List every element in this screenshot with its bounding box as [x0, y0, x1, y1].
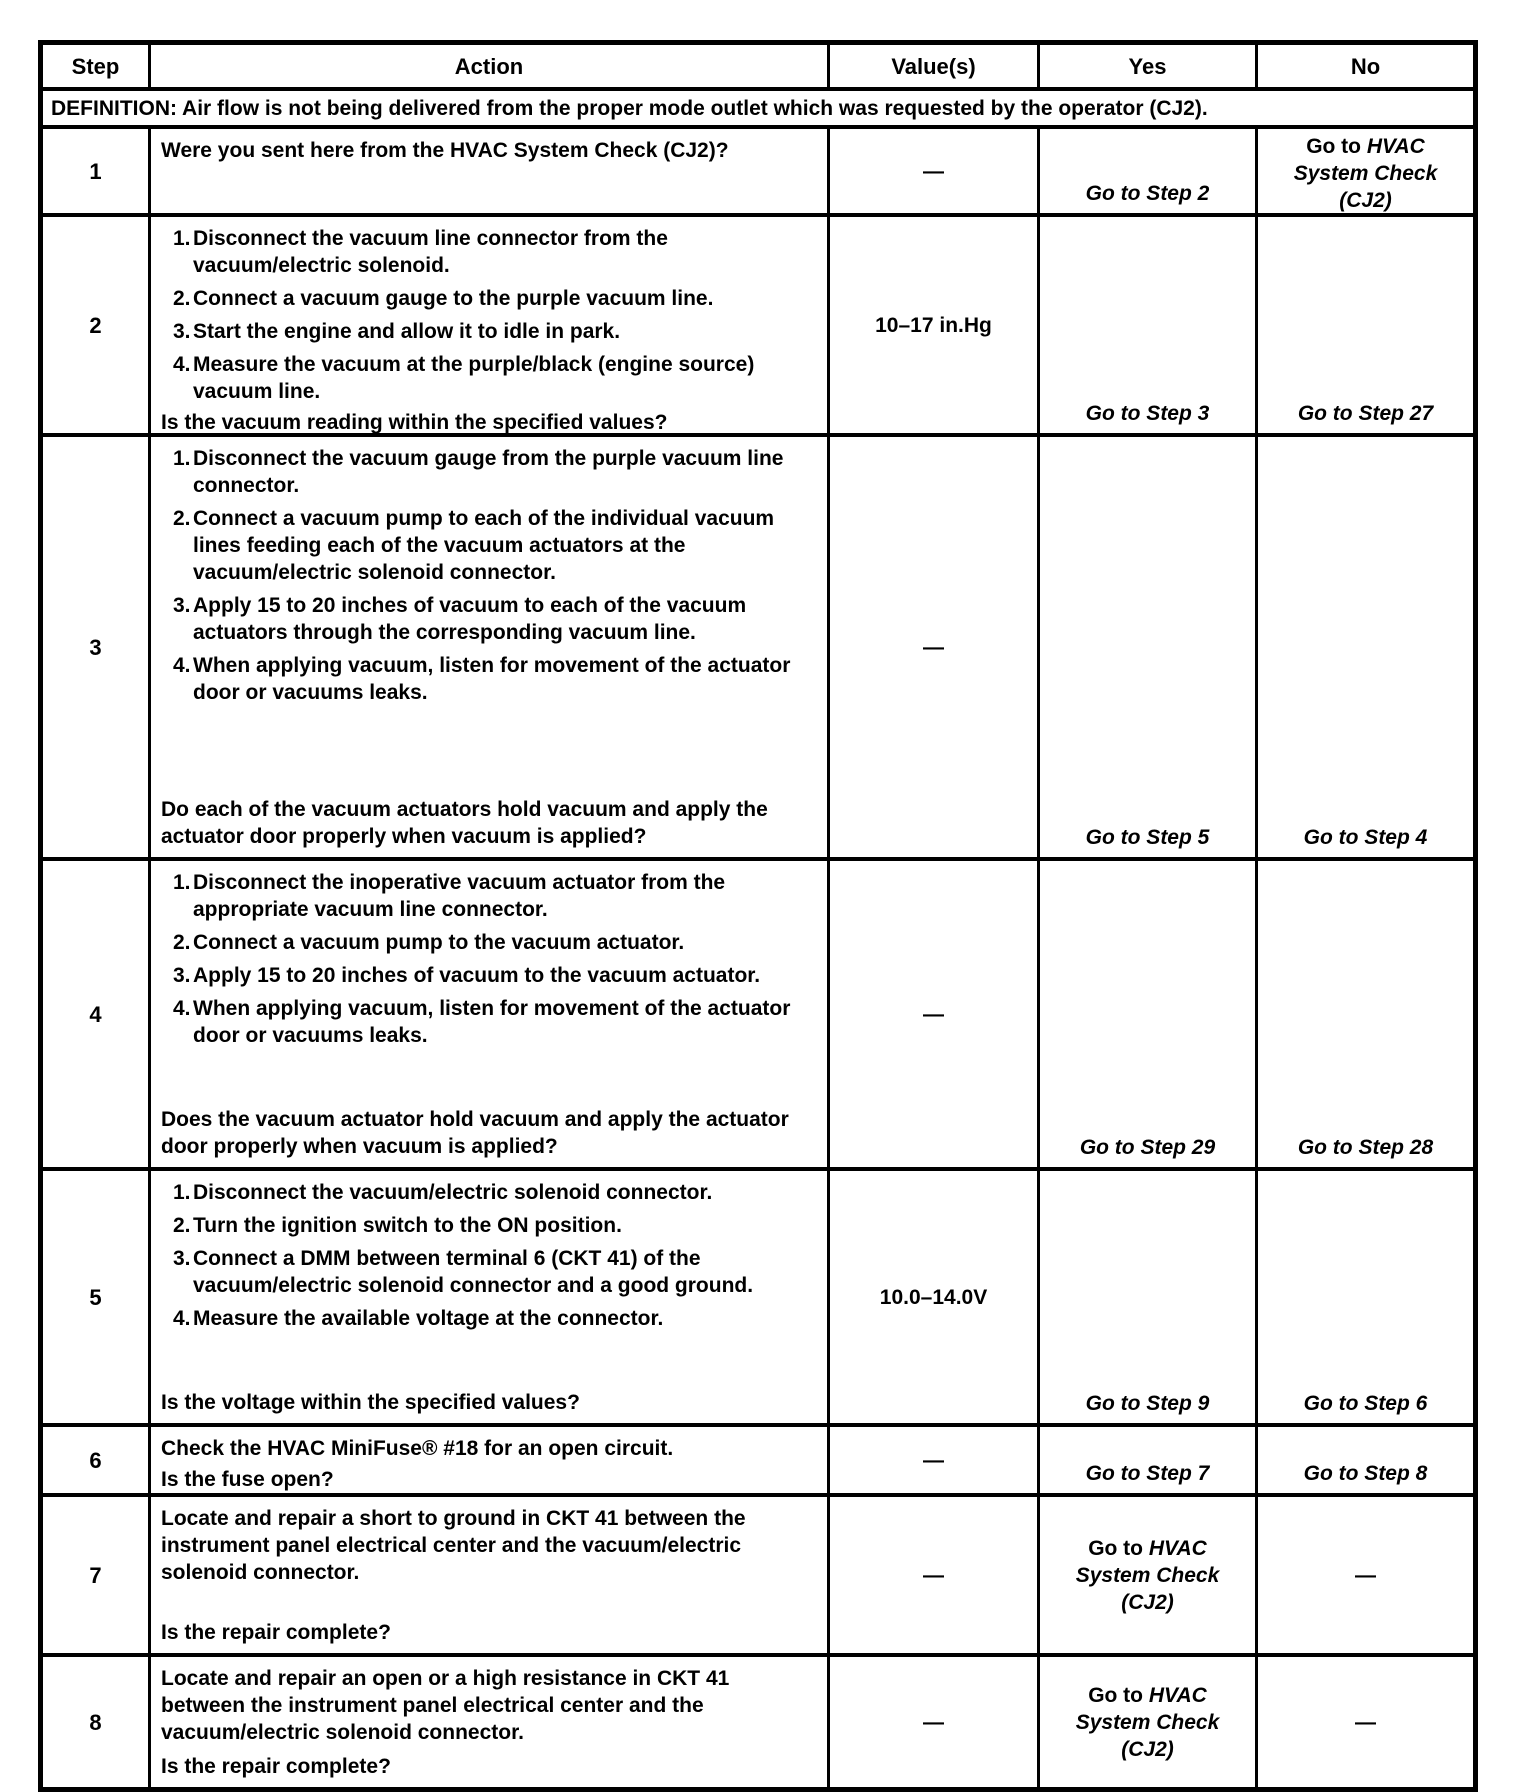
outcome-reference: Go to Step 3	[1085, 402, 1210, 425]
value-cell: 10–17 in.Hg	[827, 217, 1037, 433]
item-number: 3.	[173, 964, 191, 987]
value-cell: —	[827, 1657, 1037, 1787]
step-number: 7	[89, 1562, 102, 1588]
outcome-text	[1086, 1460, 1210, 1487]
value-cell: —	[827, 861, 1037, 1167]
item-number: 1.	[173, 1181, 191, 1204]
outcome-text	[1298, 1134, 1433, 1161]
table-header-row	[43, 45, 1473, 87]
item-number: 3.	[173, 1247, 191, 1270]
table-row	[43, 213, 1473, 433]
no-cell	[1255, 1427, 1473, 1493]
step-number: 1	[89, 158, 102, 184]
item-text: Connect a vacuum gauge to the purple vacuum line.	[193, 287, 714, 310]
action-statement: Locate and repair a short to ground in CKT 41 between the instrument panel electrical center and the vacuum/electric solenoid connector.	[161, 1507, 746, 1584]
outcome-reference: Go to Step 5	[1085, 826, 1210, 849]
action-cell	[148, 1427, 827, 1493]
outcome-text	[1086, 180, 1210, 207]
action-question: Were you sent here from the HVAC System Check (CJ2)?	[161, 139, 729, 162]
action-item	[159, 929, 817, 956]
yes-cell	[1037, 1497, 1255, 1653]
item-number: 3.	[173, 594, 191, 617]
outcome-plain: —	[1355, 1563, 1376, 1587]
item-text: Connect a vacuum pump to each of the individual vacuum lines feeding each of the vacuum actuators at the vacuum/electric solenoid connector.	[193, 507, 775, 584]
outcome-text	[1355, 1562, 1376, 1589]
item-text: Disconnect the vacuum gauge from the purple vacuum line connector.	[193, 447, 784, 497]
no-cell	[1255, 1171, 1473, 1423]
column-header-action: Action	[148, 45, 827, 87]
table-row	[43, 857, 1473, 1167]
outcome-reference: Go to Step 2	[1085, 182, 1210, 205]
item-text: When applying vacuum, listen for movement of the actuator door or vacuums leaks.	[193, 997, 791, 1047]
action-item	[159, 1212, 817, 1239]
action-item	[159, 445, 817, 499]
no-cell	[1255, 437, 1473, 857]
action-question: Is the repair complete?	[161, 1755, 391, 1778]
item-text: Disconnect the vacuum/electric solenoid connector.	[193, 1181, 713, 1204]
action-question: Is the repair complete?	[161, 1621, 391, 1644]
item-number: 4.	[173, 1307, 191, 1330]
table-row	[43, 1653, 1473, 1787]
action-statement: Locate and repair an open or a high resistance in CKT 41 between the instrument panel electrical center and the vacuum/electric solenoid connector.	[161, 1667, 730, 1744]
outcome-text	[1086, 400, 1210, 427]
diagnostic-table	[38, 40, 1478, 1792]
column-header-step: Step	[71, 53, 120, 79]
definition-text: DEFINITION: Air flow is not being delivered from the proper mode outlet which was requested by the operator (CJ2).	[51, 96, 1208, 120]
table-row	[43, 433, 1473, 857]
yes-cell	[1037, 1171, 1255, 1423]
action-question: Is the voltage within the specified values?	[161, 1391, 580, 1414]
action-item	[159, 285, 817, 312]
definition-row	[43, 87, 1473, 125]
item-number: 1.	[173, 871, 191, 894]
outcome-text	[1080, 1134, 1215, 1161]
item-text: Measure the available voltage at the connector.	[193, 1307, 664, 1330]
outcome-reference: Go to Step 8	[1303, 1462, 1428, 1485]
yes-cell	[1037, 1657, 1255, 1787]
yes-cell	[1037, 129, 1255, 213]
outcome-text	[1291, 133, 1441, 213]
table-row	[43, 1167, 1473, 1423]
value-cell: 10.0–14.0V	[827, 1171, 1037, 1423]
item-number: 4.	[173, 997, 191, 1020]
yes-cell	[1037, 437, 1255, 857]
action-cell	[148, 1657, 827, 1787]
action-item	[159, 592, 817, 646]
outcome-reference: Go to Step 4	[1303, 826, 1428, 849]
step-number: 5	[89, 1284, 102, 1310]
step-number: 4	[89, 1001, 102, 1027]
outcome-text	[1304, 1460, 1428, 1487]
item-number: 4.	[173, 654, 191, 677]
outcome-text	[1355, 1709, 1376, 1736]
outcome-text	[1086, 824, 1210, 851]
no-cell	[1255, 1657, 1473, 1787]
outcome-reference: HVAC System Check (CJ2)	[1293, 135, 1438, 212]
item-number: 3.	[173, 320, 191, 343]
item-number: 2.	[173, 931, 191, 954]
outcome-text	[1304, 1390, 1428, 1417]
yes-cell	[1037, 217, 1255, 433]
no-cell	[1255, 217, 1473, 433]
action-item	[159, 225, 817, 279]
action-cell	[148, 437, 827, 857]
no-cell	[1255, 861, 1473, 1167]
action-question: Is the vacuum reading within the specified values?	[161, 411, 668, 433]
outcome-reference: HVAC System Check (CJ2)	[1075, 1536, 1220, 1614]
value-cell: —	[827, 1427, 1037, 1493]
action-statement: Check the HVAC MiniFuse® #18 for an open circuit.	[161, 1437, 674, 1460]
outcome-reference: Go to Step 28	[1297, 1136, 1434, 1159]
outcome-plain: Go to	[1088, 1536, 1149, 1560]
outcome-text	[1298, 400, 1433, 427]
table-row	[43, 125, 1473, 213]
step-number: 6	[89, 1447, 102, 1473]
step-number: 2	[89, 312, 102, 338]
column-header-yes: Yes	[1037, 45, 1255, 87]
item-text: When applying vacuum, listen for movement of the actuator door or vacuums leaks.	[193, 654, 791, 704]
outcome-plain: Go to	[1088, 1683, 1149, 1707]
outcome-text	[1073, 1535, 1223, 1616]
item-text: Disconnect the vacuum line connector from the vacuum/electric solenoid.	[193, 227, 668, 277]
outcome-text	[1086, 1390, 1210, 1417]
action-question: Does the vacuum actuator hold vacuum and apply the actuator door properly when vacuum is applied?	[161, 1108, 789, 1158]
item-text: Start the engine and allow it to idle in park.	[193, 320, 621, 343]
action-item	[159, 962, 817, 989]
outcome-reference: Go to Step 6	[1303, 1392, 1428, 1415]
item-number: 2.	[173, 287, 191, 310]
outcome-reference: Go to Step 27	[1297, 402, 1434, 425]
action-cell	[148, 217, 827, 433]
action-item	[159, 1245, 817, 1299]
column-header-no: No	[1255, 45, 1473, 87]
outcome-reference: Go to Step 7	[1085, 1462, 1210, 1485]
outcome-plain: —	[1355, 1710, 1376, 1734]
action-item	[159, 318, 817, 345]
action-cell	[148, 1497, 827, 1653]
action-item	[159, 869, 817, 923]
step-number: 8	[89, 1709, 102, 1735]
yes-cell	[1037, 861, 1255, 1167]
outcome-plain: Go to	[1306, 135, 1367, 158]
action-cell	[148, 861, 827, 1167]
action-item	[159, 351, 817, 405]
item-text: Turn the ignition switch to the ON position.	[193, 1214, 622, 1237]
table-row	[43, 1493, 1473, 1653]
item-text: Connect a DMM between terminal 6 (CKT 41) of the vacuum/electric solenoid connector and a good ground.	[193, 1247, 754, 1297]
action-item	[159, 1179, 817, 1206]
value-cell: —	[827, 129, 1037, 213]
value-cell: —	[827, 437, 1037, 857]
action-question: Is the fuse open?	[161, 1468, 334, 1491]
yes-cell	[1037, 1427, 1255, 1493]
action-item	[159, 652, 817, 706]
action-item	[159, 505, 817, 586]
no-cell	[1255, 1497, 1473, 1653]
outcome-text	[1073, 1682, 1223, 1763]
step-number: 3	[89, 634, 102, 660]
table-row	[43, 1423, 1473, 1493]
item-number: 1.	[173, 227, 191, 250]
item-text: Disconnect the inoperative vacuum actuator from the appropriate vacuum line connector.	[193, 871, 726, 921]
item-number: 1.	[173, 447, 191, 470]
outcome-reference: Go to Step 29	[1079, 1136, 1216, 1159]
item-text: Measure the vacuum at the purple/black (engine source) vacuum line.	[193, 353, 755, 403]
outcome-text	[1304, 824, 1428, 851]
item-text: Connect a vacuum pump to the vacuum actuator.	[193, 931, 685, 954]
no-cell	[1255, 129, 1473, 213]
outcome-reference: HVAC System Check (CJ2)	[1075, 1683, 1220, 1761]
item-number: 4.	[173, 353, 191, 376]
value-cell: —	[827, 1497, 1037, 1653]
column-header-values: Value(s)	[827, 45, 1037, 87]
action-cell	[148, 1171, 827, 1423]
item-text: Apply 15 to 20 inches of vacuum to each of the vacuum actuators through the corresponding vacuum line.	[193, 594, 747, 644]
action-cell	[148, 129, 827, 213]
item-number: 2.	[173, 507, 191, 530]
action-question: Do each of the vacuum actuators hold vacuum and apply the actuator door properly when vacuum is applied?	[161, 798, 768, 848]
outcome-reference: Go to Step 9	[1085, 1392, 1210, 1415]
action-item	[159, 995, 817, 1049]
item-text: Apply 15 to 20 inches of vacuum to the vacuum actuator.	[193, 964, 761, 987]
action-item	[159, 1305, 817, 1332]
item-number: 2.	[173, 1214, 191, 1237]
